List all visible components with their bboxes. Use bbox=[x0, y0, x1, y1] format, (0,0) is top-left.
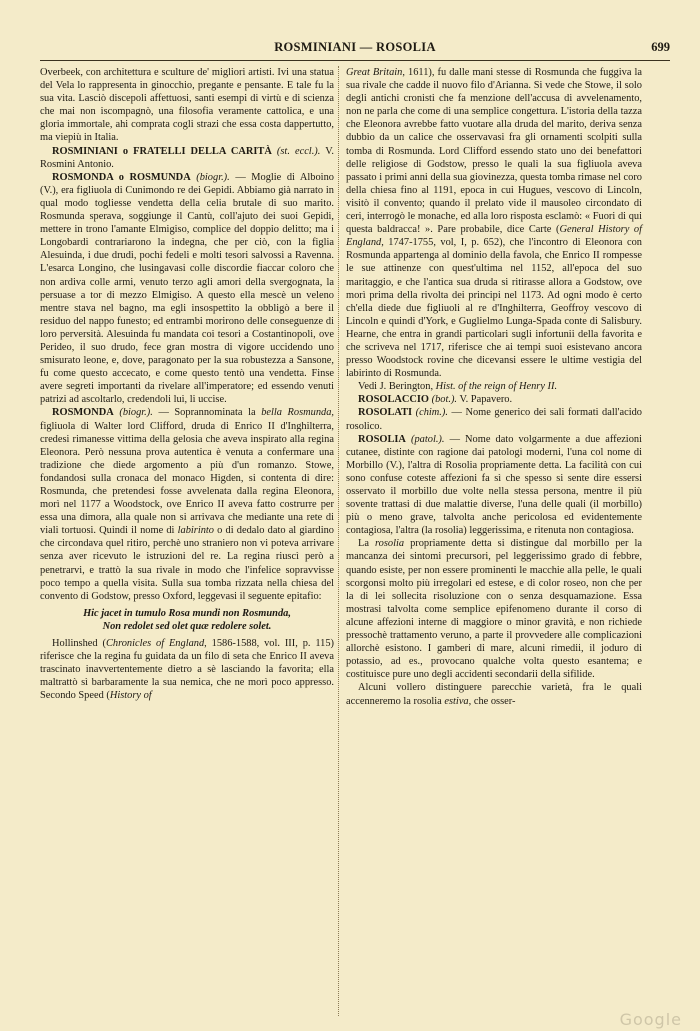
entry-italic: bella Rosmunda, bbox=[261, 407, 335, 419]
entry-rosmonda-1 bbox=[40, 171, 334, 407]
work-title: Chronicles of England bbox=[105, 638, 205, 650]
entry-lemma: ROSMINIANI o FRATELLI DELLA CARITÀ bbox=[52, 145, 272, 157]
entry-tag: (bot.). bbox=[431, 394, 458, 406]
paragraph bbox=[346, 66, 642, 380]
entry-italic: labirinto bbox=[177, 525, 214, 537]
text: La bbox=[358, 538, 369, 550]
text: propriamente detta si distingue dal morbillo per la mancanza dei sintomi precursori, pel leggerissimo grado di febbre, quando esiste, per non essere prominenti le macchie alla pelle, le quali scorgonsi molto più irregolari ed estese, e di color roseo, non che per la di lei sollecita risoluzione con o senza desquamazione. Essa mostrasi talvolta come semplice epifenomeno durante il corso di alcune affezioni interne di maggiore o minor gravità, e non richiede pressochè trattamento veruno, a parte il provvedere alle complicazioni allorchè esistono. I gamberi di mare, alcuni rimedii, il joduro di potassio, ad es., provocano qualche volta questo esantema; e costituisce pure uno degli accidenti secondarii della sifilide. bbox=[346, 538, 642, 681]
running-title: ROSMINIANI — ROSOLIA bbox=[274, 40, 436, 54]
entry-text: — Nome dato volgarmente a due affezioni cutanee, distinte con ragione dai patologi moderni, l'una col nome di Morbillo (V.), l'altra di Rosolia propriamente detta. La facilità con cui sono confuse coteste affezioni fa sì che spesso si sente dire essersi osservato il morbillo due volte nella stessa persona, mentre il più sovente trattasi di due malattie diverse, l'una delle quali (il morbillo) più o meno grave, talvolta anche pericolosa ed evidentemente contagiosa, l'altra (la rosolia) leggerissima, e ritenuta non contagiosa. bbox=[346, 433, 642, 537]
text: Hollinshed ( bbox=[52, 638, 106, 650]
epitaph-line: Hic jacet in tumulo Rosa mundi non Rosmunda, bbox=[83, 607, 291, 619]
page-header bbox=[40, 40, 670, 60]
entry-rosolaccio bbox=[346, 393, 642, 406]
entry-rosolati bbox=[346, 406, 642, 432]
entry-tag: (biogr.). bbox=[196, 171, 230, 183]
entry-tag: (patol.). bbox=[411, 433, 445, 445]
entry-tag: (st. eccl.). bbox=[276, 145, 321, 157]
page-number: 699 bbox=[651, 40, 670, 54]
left-column bbox=[40, 66, 334, 703]
work-title: General History of England bbox=[346, 224, 642, 249]
entry-rosminiani bbox=[40, 145, 334, 171]
work-title: Hist. of the reign of Henry II. bbox=[435, 381, 558, 393]
text: , 1586-1588, vol. III, p. 115) riferisce che la regina fu guidata da un filo di seta che Enrico II aveva trascinato inavvertentemente dietro a sè lasciando la favorita; ella maltrattò sì barbaramente la sua nemica, che ne morì poco appresso. Secondo Speed ( bbox=[40, 638, 335, 702]
work-title: Great Britain bbox=[346, 67, 403, 78]
paragraph bbox=[40, 637, 334, 702]
entry-rosmonda-2 bbox=[40, 406, 334, 602]
entry-text: V. Papavero. bbox=[459, 394, 513, 406]
entry-tag: (chim.). bbox=[415, 407, 448, 419]
italic-word: rosolia bbox=[374, 538, 405, 550]
text: Vedi J. Berington, bbox=[358, 381, 434, 393]
entry-tag: (biogr.). bbox=[119, 407, 153, 419]
text: che osser- bbox=[473, 695, 516, 707]
entry-text: figliuola di Walter lord Clifford, druda di Enrico II d'Inghilterra, credesi rimanesse vittima della gelosia che aveva inspirato alla regina Eleonora. Però nessuna prova autentica è venuta a confermare una tradizione che diede argomento a più d'un romanzo. Stowe, fondandosi sulla cronaca del monaco Higden, si contenta di dire: Rosmunda, che pretendesi fosse avvelenata dalla regina Eleonora, morì nel 1177 a Woodstock, ove Enrico II aveva fatto costrurre per essa una dimora, alla quale non si arrivava che mediante una rete di viali tortuosi. Quindi il nome di bbox=[40, 420, 334, 537]
text: , 1747-1755, vol, I, p. 652), che l'incontro di Eleonora con Rosmunda appartenga al dominio della favola, che Enrico II rompesse le sue attinenze con quest'ultima nel 1152, all'epoca del suo maritaggio, e che l'antica sua druda si ritirasse allora a Godstow, ove morì prima della rivolta dei principi nel 1173. Ad ogni modo è certo ch'ella diede due figliuoli al re d'Inghilterra, Geoffroy vescovo di Lincoln e quindi d'York, e Guglielmo Lunga-Spada conte di Salisbury. Hearne, che entra in grandi particolari sugli infortunii della favorita e che scriveva nel 1717, riferisce che ai tempi suoi esistevano ancora presso Woodstock rovine che dicevansi essere le ultime vestigia del labirinto di Rosmunda. bbox=[346, 237, 642, 380]
entry-text: o di dedalo dato al giardino che circondava quel ritiro, perchè uno straniero non vi poteva arrivare senza aver ricevuto le istruzioni del re. La regina riuscì però a penetrarvi, e trattò la sua rivale in modo che l'infelice sopravvisse poco tempo a quella visita. Sulla sua tomba rizzata nella chiesa del convento di Godstow, presso Oxford, leggevasi il seguente epitafio: bbox=[40, 525, 334, 602]
entry-lemma: ROSOLACCIO bbox=[358, 394, 430, 406]
text: , 1611), fu dalle mani stesse di Rosmunda che fuggiva la sua rivale che cadde il nuovo filo d'Arianna. Si vede che Stowe, il solo degli antichi cronisti che fa menzione dell'accusa di avvelenamento, non ne parla che come di una semplice congettura. L'istoria della tazza che Eleonora avrebbe fatto vuotare alla druda del marito, deriva senza dubbio da un calice che osservavasi fra gli ornamenti scolpiti sulla tomba di Rosmunda. Lord Clifford essendo stato uno dei benefattori delle religiose di Godstow, presso le quali la sua figliuola aveva passato i primi anni della sua giovinezza, questa tomba rimase nel coro della chiesa fino al 1191, epoca in cui Hugues, vescovo di Lincoln, visitò il convento; quando il prelato vide il mausoleo circondato di ceri, interrogò le monache, ed alla loro risposta esclamò: « Fuori di qui questa baldracca! ». Pare probabile, dice Carte ( bbox=[346, 67, 642, 236]
entry-text: — Soprannominata la bbox=[158, 407, 256, 419]
google-watermark: Google bbox=[619, 1010, 682, 1029]
paragraph bbox=[346, 681, 642, 707]
header-rule bbox=[40, 60, 670, 61]
paragraph: Overbeek, con architettura e sculture de' migliori artisti. Ivi una statua del Vela lo rappresenta in ginocchio, pregante e pensante. E tale fu la sua vita. Lasciò discepoli affettuosi, santi esempi di virtù e di scienza che mai non iscompagnò, una filosofia veramente cattolica, e una gloria immortale, ahi comprata cogli strazi che essa costa dappertutto, ma viepiù in Italia. bbox=[40, 67, 334, 144]
text: Alcuni vollero distinguere parecchie varietà, fra le quali accenneremo la rosolia bbox=[346, 682, 642, 707]
entry-text: — Moglie di Alboino (V.), era figliuola di Cunimondo re dei Gepidi. Abbiamo già narrato in qual modo togliesse vendetta della celia brutale di suo marito. Rosmunda sperava, soggiunge il Cantù, coll'ajuto dei suoi Gepidi, mettere in trono l'amante Elmigiso, complice del doppio delitto; ma i Longobardi contrariarono la indegna, che per ciò, con la figlia Alesuinda, i due drudi, pochi fedeli e molti tesori salvossi a Ravenna. L'esarca Longino, che lusingavasi colle discordie fiaccar coloro che non ardiva colle armi, venuto terzo agli amori della svergognata, la persuase a tor di mezzo Elmigiso. A questo ella mescè un veleno mentre stava nel bagno, ma egli insospettito la obbligò a bere il residuo del nappo funesto; ed entrambi morirono delle conseguenze di loro perversità. Alesuinda fu mandata coi tesori a Costantinopoli, ove Perideo, il suo drudo, fece gran mostra di vigore uccidendo uno smisurato leone, e, dove, paragonato per la sua robustezza a Sansone, fu come questo accecato, e come questo tentò una vendetta. Finse avere segreti importanti da rivelare all'imperatore; ed essendo venuti patrizi ad ascoltarlo, credendoli lui, li uccise. bbox=[40, 171, 334, 406]
entry-text: — Nome generico dei sali formati dall'acido rosolico. bbox=[346, 407, 642, 432]
epitaph bbox=[40, 607, 334, 633]
entry-lemma: ROSOLIA bbox=[358, 433, 406, 445]
epitaph-line: Non redolet sed olet quæ redolere solet. bbox=[102, 620, 272, 632]
work-title: History of bbox=[109, 690, 152, 702]
paragraph bbox=[346, 537, 642, 681]
entry-rosolia bbox=[346, 433, 642, 538]
reference-line bbox=[346, 380, 642, 393]
italic-word: estiva, bbox=[444, 695, 472, 707]
entry-lemma: ROSMONDA o ROSMUNDA bbox=[52, 171, 191, 183]
entry-lemma: ROSOLATI bbox=[358, 407, 413, 419]
entry-lemma: ROSMONDA bbox=[52, 407, 114, 419]
right-column bbox=[346, 66, 642, 708]
column-divider bbox=[338, 66, 340, 1016]
entry-text: V. Rosmini Antonio. bbox=[40, 145, 335, 170]
